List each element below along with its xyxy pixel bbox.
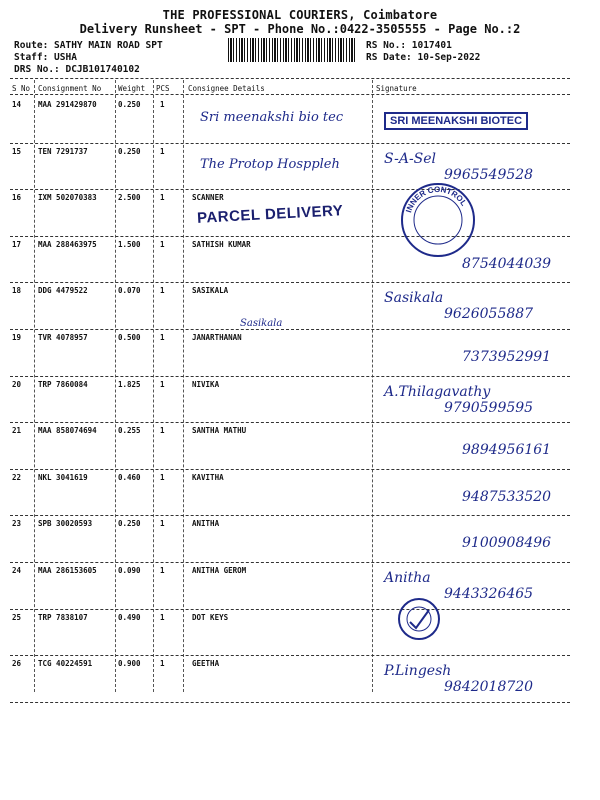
- cell-pcs: 1: [160, 612, 165, 622]
- col-consignment: Consignment No: [38, 84, 102, 93]
- col-divider: [153, 80, 154, 692]
- cell-consignee: NIVIKA: [192, 379, 220, 389]
- cell-pcs: 1: [160, 379, 165, 389]
- cell-pcs: 1: [160, 239, 165, 249]
- staff-label: Staff: USHA: [14, 52, 77, 63]
- row-divider: [10, 282, 570, 283]
- cell-weight: 1.500: [118, 239, 141, 249]
- signature-text: Anitha: [384, 570, 431, 586]
- handwritten-consignee: The Protop Hosppleh: [200, 156, 340, 172]
- cell-pcs: 1: [160, 659, 165, 669]
- col-sno: S No: [12, 84, 31, 93]
- cell-sno: 15: [12, 146, 22, 156]
- cell-consignee: SASIKALA: [192, 286, 229, 296]
- cell-consignee: GEETHA: [192, 659, 220, 669]
- col-divider: [372, 80, 373, 692]
- cell-pcs: 1: [160, 519, 165, 529]
- cell-consignment: SPB 30020593: [38, 519, 93, 529]
- document-subtitle: Delivery Runsheet - SPT - Phone No.:0422-3505555 - Page No.:2: [79, 22, 521, 36]
- cell-sno: 18: [12, 286, 22, 296]
- cell-consignment: MAA 286153605: [38, 566, 97, 575]
- col-divider: [34, 80, 35, 692]
- cell-consignment: MAA 291429870: [38, 100, 97, 109]
- cell-weight: 0.900: [118, 659, 141, 669]
- row-divider: [10, 143, 570, 144]
- cell-consignment: TCG 40224591: [38, 659, 93, 669]
- signature-phone: 8754044039: [462, 255, 552, 272]
- handwritten-consignee: Sri meenakshi bio tec: [200, 110, 344, 125]
- cell-sno: 20: [12, 379, 22, 389]
- cell-pcs: 1: [160, 286, 165, 296]
- row-divider: [10, 329, 570, 330]
- cell-weight: 0.460: [118, 472, 141, 482]
- cell-pcs: 1: [160, 426, 165, 436]
- inner-control-stamp: [398, 180, 478, 260]
- cell-sno: 17: [12, 239, 22, 249]
- signature-phone: 7373952991: [462, 349, 552, 365]
- row-divider: [10, 469, 570, 470]
- cell-sno: 22: [12, 472, 22, 482]
- cell-consignee: SANTHA MATHU: [192, 426, 247, 436]
- cell-sno: 23: [12, 519, 22, 529]
- signature-phone: 9100908496: [462, 535, 552, 552]
- col-weight: Weight: [118, 84, 146, 93]
- cell-consignee: SCANNER: [192, 193, 224, 203]
- cell-pcs: 1: [160, 146, 165, 156]
- cell-weight: 2.500: [118, 193, 141, 203]
- row-divider: [10, 422, 570, 423]
- cell-sno: 24: [12, 566, 22, 575]
- cell-weight: 0.090: [118, 566, 141, 575]
- header-rule-top: [10, 78, 570, 79]
- signature-text: S-A-Sel: [384, 150, 437, 167]
- cell-pcs: 1: [160, 333, 165, 342]
- signature-phone: 9626055887: [444, 306, 534, 323]
- cell-consignment: MAA 288463975: [38, 239, 97, 249]
- signature-text: P.Lingesh: [384, 663, 452, 680]
- signature-text: SRI MEENAKSHI BIOTEC: [384, 112, 528, 130]
- inner-control-text: INNER CONTROL: [404, 184, 469, 214]
- col-pcs: PCS: [156, 84, 170, 93]
- cell-weight: 0.500: [118, 333, 141, 342]
- row-divider: [10, 376, 570, 377]
- cell-pcs: 1: [160, 566, 165, 575]
- row-divider: [10, 609, 570, 610]
- cell-weight: 1.825: [118, 379, 141, 389]
- cell-sno: 25: [12, 612, 22, 622]
- document-title: THE PROFESSIONAL COURIERS, Coimbatore: [162, 8, 438, 22]
- cell-weight: 0.250: [118, 146, 141, 156]
- cell-consignee: ANITHA: [192, 519, 220, 529]
- barcode-image: [228, 38, 356, 62]
- cell-sno: 16: [12, 193, 22, 203]
- cell-consignment: TRP 7860084: [38, 379, 88, 389]
- route-label: Route: SATHY MAIN ROAD SPT: [14, 40, 163, 51]
- header-rule-bottom: [10, 94, 570, 95]
- cell-sno: 19: [12, 333, 22, 342]
- cell-consignee: DOT KEYS: [192, 612, 229, 622]
- round-seal-icon: [396, 596, 442, 642]
- signature-phone: 9487533520: [462, 488, 552, 505]
- cell-consignment: TRP 7838107: [38, 612, 88, 622]
- rs-number: RS No.: 1017401: [366, 40, 452, 51]
- row-divider: [10, 562, 570, 563]
- cell-consignment: MAA 858074694: [38, 426, 97, 436]
- cell-consignment: TVR 4078957: [38, 333, 88, 342]
- signature-phone: 9443326465: [444, 586, 534, 602]
- col-signature: Signature: [376, 84, 417, 93]
- cell-weight: 0.070: [118, 286, 141, 296]
- cell-pcs: 1: [160, 472, 165, 482]
- cell-weight: 0.250: [118, 100, 141, 109]
- cell-sno: 14: [12, 100, 22, 109]
- row-divider: [10, 189, 570, 190]
- col-divider: [183, 80, 184, 692]
- col-consignee: Consignee Details: [188, 84, 265, 93]
- cell-weight: 0.250: [118, 519, 141, 529]
- signature-phone: 9790599595: [444, 399, 534, 416]
- cell-consignee: ANITHA GEROM: [192, 566, 247, 575]
- rs-date: RS Date: 10-Sep-2022: [366, 52, 481, 63]
- cell-consignee: SATHISH KUMAR: [192, 239, 251, 249]
- cell-consignment: IXM 502070383: [38, 193, 97, 203]
- parcel-delivery-stamp: PARCEL DELIVERY: [196, 202, 344, 227]
- cell-consignment: TEN 7291737: [38, 146, 88, 156]
- handwritten-consignee: Sasikala: [240, 318, 283, 330]
- signature-phone: 9842018720: [444, 679, 534, 696]
- cell-consignee: JANARTHANAN: [192, 333, 242, 342]
- row-divider: [10, 655, 570, 656]
- cell-sno: 26: [12, 659, 22, 669]
- signature-phone: 9894956161: [462, 442, 552, 459]
- col-divider: [115, 80, 116, 692]
- cell-consignee: KAVITHA: [192, 472, 224, 482]
- signature-phone: 9965549528: [444, 166, 534, 183]
- row-divider: [10, 236, 570, 237]
- row-divider: [10, 515, 570, 516]
- svg-text:INNER CONTROL: [404, 185, 468, 214]
- cell-consignment: DDG 4479522: [38, 286, 88, 296]
- cell-weight: 0.255: [118, 426, 141, 436]
- cell-consignment: NKL 3041619: [38, 472, 88, 482]
- signature-text: Sasikala: [384, 290, 444, 307]
- row-divider: [10, 702, 570, 703]
- cell-sno: 21: [12, 426, 22, 436]
- cell-pcs: 1: [160, 100, 165, 109]
- cell-weight: 0.490: [118, 612, 141, 622]
- cell-pcs: 1: [160, 193, 165, 203]
- drs-number: DRS No.: DCJB101740102: [14, 64, 140, 75]
- signature-text: A.Thilagavathy: [384, 383, 491, 400]
